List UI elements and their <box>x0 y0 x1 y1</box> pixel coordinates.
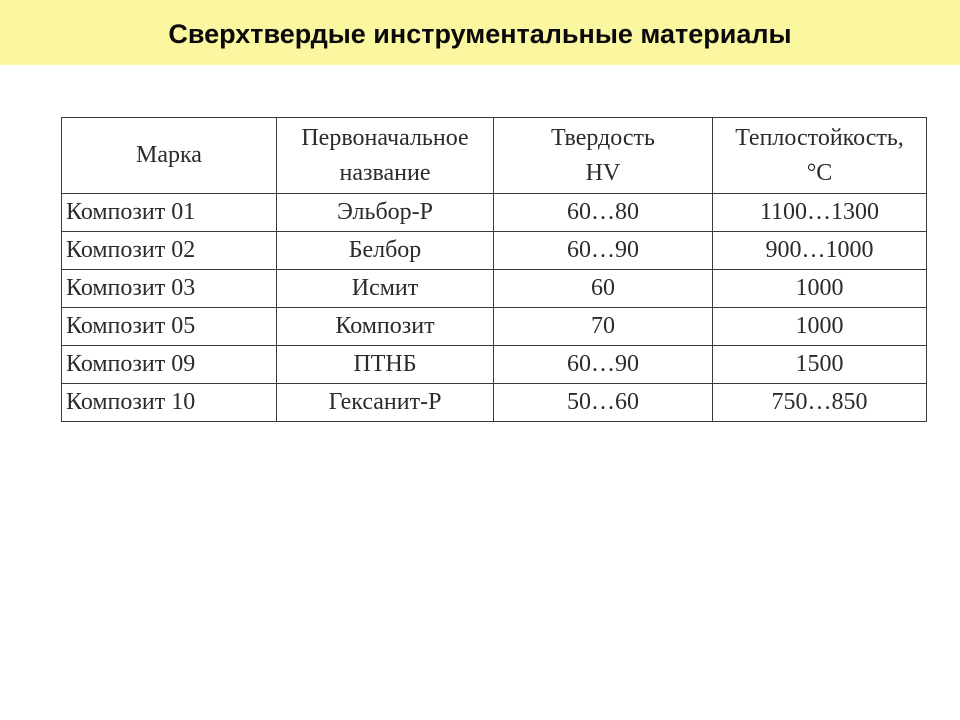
header-hardness-line-2: HV <box>585 159 621 186</box>
cell-hardness: 60…80 <box>494 194 713 232</box>
table-row <box>62 270 927 308</box>
cell-hardness: 50…60 <box>494 384 713 422</box>
table-row <box>62 384 927 422</box>
table-row <box>62 308 927 346</box>
header-original-name-line-1: Первоначальное <box>301 124 469 151</box>
cell-original-name: Эльбор-Р <box>277 194 494 232</box>
cell-mark: Композит 10 <box>62 384 277 422</box>
header-heat-resistance <box>713 118 927 194</box>
cell-heat-resistance: 900…1000 <box>713 232 927 270</box>
header-mark <box>62 118 277 194</box>
cell-heat-resistance: 1000 <box>713 308 927 346</box>
cell-original-name: Гексанит-Р <box>277 384 494 422</box>
header-hardness-line-1: Твердость <box>551 124 655 151</box>
cell-hardness: 60 <box>494 270 713 308</box>
header-original-name <box>277 118 494 194</box>
header-heat-resistance-line-2: °С <box>806 159 833 186</box>
table-row <box>62 194 927 232</box>
cell-original-name: Белбор <box>277 232 494 270</box>
cell-mark: Композит 05 <box>62 308 277 346</box>
cell-hardness: 60…90 <box>494 232 713 270</box>
slide-title: Сверхтвердые инструментальные материалы <box>168 19 792 49</box>
cell-hardness: 70 <box>494 308 713 346</box>
header-heat-resistance-line-1: Теплостойкость, <box>735 124 904 151</box>
cell-heat-resistance: 750…850 <box>713 384 927 422</box>
table-header <box>62 118 927 194</box>
cell-original-name: ПТНБ <box>277 346 494 384</box>
cell-mark: Композит 02 <box>62 232 277 270</box>
materials-table <box>61 117 927 422</box>
header-row <box>62 118 927 194</box>
header-hardness <box>494 118 713 194</box>
cell-heat-resistance: 1000 <box>713 270 927 308</box>
cell-original-name: Композит <box>277 308 494 346</box>
cell-original-name: Исмит <box>277 270 494 308</box>
cell-heat-resistance: 1100…1300 <box>713 194 927 232</box>
cell-mark: Композит 09 <box>62 346 277 384</box>
header-mark-line-1: Марка <box>136 142 202 168</box>
cell-mark: Композит 03 <box>62 270 277 308</box>
cell-heat-resistance: 1500 <box>713 346 927 384</box>
table-body <box>62 194 927 422</box>
header-original-name-line-2: название <box>339 159 431 186</box>
cell-hardness: 60…90 <box>494 346 713 384</box>
cell-mark: Композит 01 <box>62 194 277 232</box>
table-row <box>62 346 927 384</box>
table-row <box>62 232 927 270</box>
